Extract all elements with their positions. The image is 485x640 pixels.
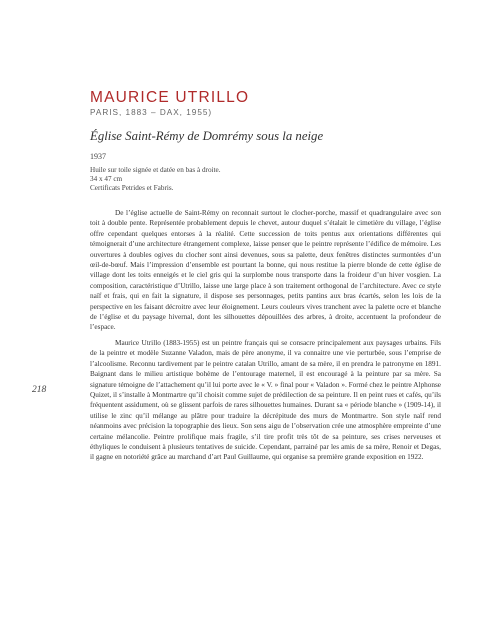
- artwork-certificates: Certificats Petrides et Fabris.: [90, 184, 174, 192]
- body-paragraph-2: Maurice Utrillo (1883-1955) est un peintre français qui se consacre principalement aux paysages urbains. Fils de la peintre et modèle Suzanne Valadon, mais de père anonyme, il va connaitre une vie perturbée, sous l’emprise de l’alcoolisme. Reconnu tardivement par le peintre catalan Utrillo, amant de sa mère, il en prendra le patronyme en 1891. Baignant dans le milieu artistique bohème de l’entourage maternel, il est encouragé à la peinture par sa mère. Sa signature témoigne de l’attachement qu’il lui porte avec le « V. » final pour « Valadon ». Formé chez le peintre Alphonse Quizet, il s’installe à Montmartre qu’il choisit comme sujet de prédilection de sa peinture. Il en peint rues et cafés, qu’ils fréquentent assidument, où se glissent parfois de rares silhouettes humaines. Durant sa « période blanche » (1909-14), il utilise le zinc qu’il mélange au plâtre pour traduire la décrépitude des murs de Montmartre. Son style naïf rend néanmoins avec précision la topographie des lieux. Son sens aigu de l’observation crée une atmosphère empreinte d’une certaine mélancolie. Peintre prolifique mais fragile, s’il tire profit très tôt de sa peinture, ses crises nerveuses et éthyliques le conduisent à plusieurs tentatives de suicide. Cependant, parrainé par les amis de sa mère, Renoir et Degas, il gagne en notoriété grâce au marchand d’art Paul Guillaume, qui organise sa première grande exposition en 1922.: [90, 338, 441, 462]
- page-number: 218: [32, 385, 47, 395]
- artwork-dimensions: 34 x 47 cm: [90, 175, 123, 183]
- artwork-title: Église Saint-Rémy de Domrémy sous la neige: [90, 129, 324, 143]
- artwork-year: 1937: [90, 152, 106, 161]
- artist-name: MAURICE UTRILLO: [90, 89, 250, 106]
- body-text: [90, 208, 441, 468]
- artwork-medium: Huile sur toile signée et datée en bas à droite.: [90, 166, 221, 174]
- body-paragraph-1: De l’église actuelle de Saint-Rémy on reconnait surtout le clocher-porche, massif et quadrangulaire avec son toit à double pente. Représentée probablement depuis le chevet, autour duquel s’étalait le cimetière du village, l’église offre cependant quelques entorses à la réalité. Cette succession de toits pentus aux orientations différentes qui témoignerait d’une architecture étrangement complexe, laisse penser que le peintre représente l’édifice de mémoire. Les ouvertures à doubles ogives du clocher sont ainsi devenues, sous sa palette, deux fenêtres distinctes surmontées d’un œil-de-bœuf. Mais l’impression d’ensemble est pourtant la bonne, qui nous restitue la pierre blonde de cette église de village dont les toits enneigés et le ciel gris qui la surplombe nous transporte dans la froideur d’un hiver vosgien. La composition, caractéristique d’Utrillo, laisse une large place à son traitement orthogonal de l’architecture. Avec ce style naïf et frais, qui en fait la signature, il dispose ses personnages, petits pantins aux bras écartés, selon les lois de la perspective en les faisant décroitre avec leur éloignement. Leurs couleurs vives tranchent avec la palette ocre et blanche de l’église et du paysage hivernal, dont les silhouettes dépouillées des arbres, à droite, accentuent la profondeur de l’espace.: [90, 209, 441, 332]
- artist-birth-death: PARIS, 1883 – DAX, 1955): [90, 108, 213, 117]
